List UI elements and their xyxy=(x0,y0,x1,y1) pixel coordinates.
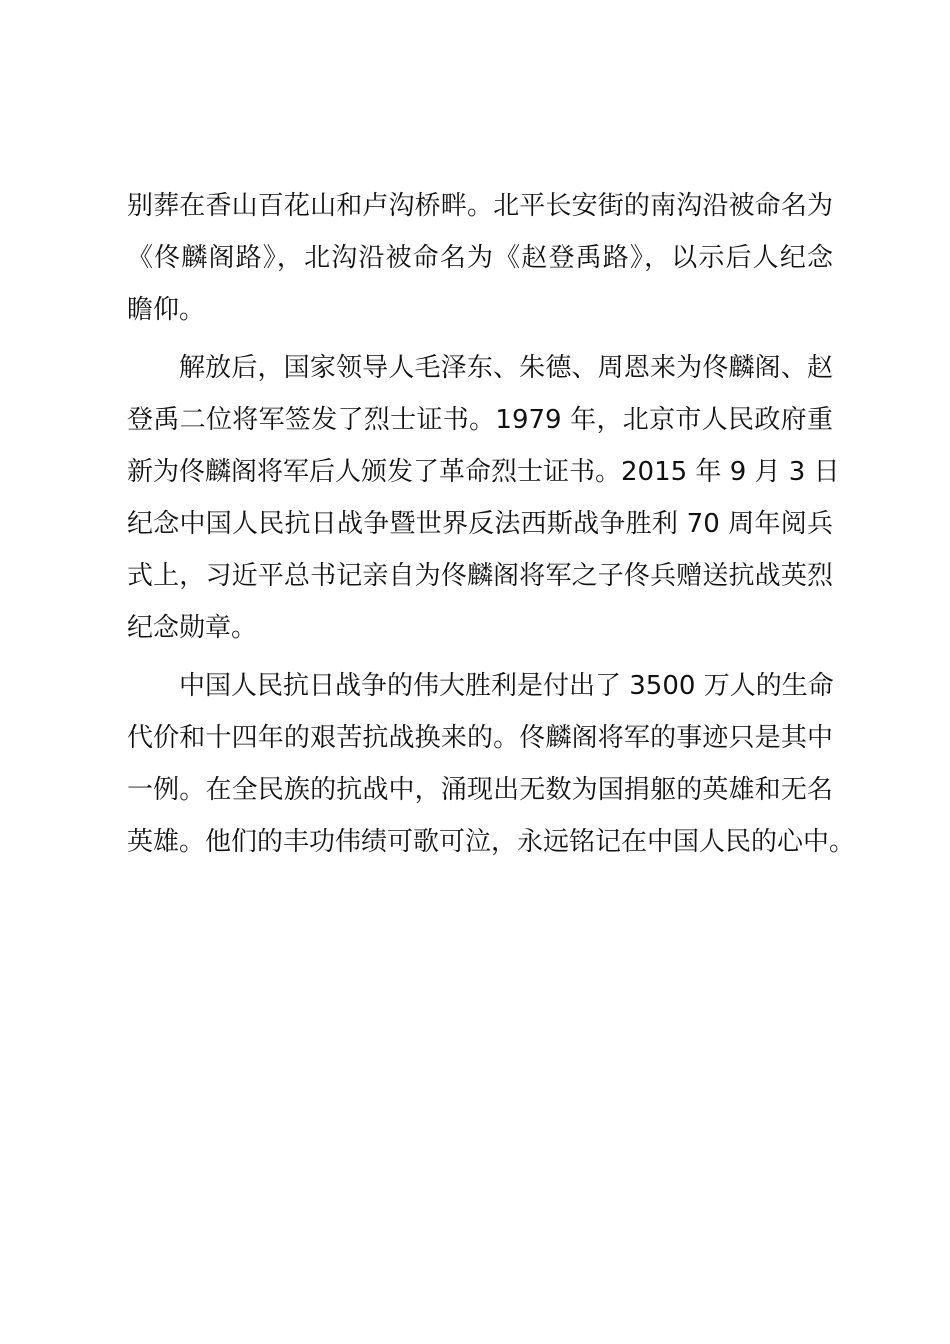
paragraph-victory-conclusion xyxy=(127,660,856,868)
text-line: 中国人民抗日战争的伟大胜利是付出了 3500 万人的生命 xyxy=(179,671,834,701)
text-line: 纪念中国人民抗日战争暨世界反法西斯战争胜利 70 周年阅兵 xyxy=(127,509,833,539)
text-line: 纪念勋章。 xyxy=(127,613,258,643)
text-line: 新为佟麟阁将军后人颁发了革命烈士证书。2015 年 9 月 3 日 xyxy=(127,457,840,487)
text-line: 《佟麟阁路》，北沟沿被命名为《赵登禹路》，以示后人纪念 xyxy=(127,243,833,273)
text-line: 英雄。他们的丰功伟绩可歌可泣，永远铭记在中国人民的心中。 xyxy=(127,827,856,857)
text-line: 代价和十四年的艰苦抗战换来的。佟麟阁将军的事迹只是其中 xyxy=(127,723,833,753)
text-line: 登禹二位将军签发了烈士证书。1979 年，北京市人民政府重 xyxy=(127,405,833,435)
text-line: 一例。在全民族的抗战中，涌现出无数为国捐躯的英雄和无名 xyxy=(127,775,833,805)
text-line: 解放后，国家领导人毛泽东、朱德、周恩来为佟麟阁、赵 xyxy=(179,353,833,383)
text-line: 别葬在香山百花山和卢沟桥畔。北平长安街的南沟沿被命名为 xyxy=(127,191,833,221)
text-line: 瞻仰。 xyxy=(127,295,206,325)
body-text xyxy=(127,180,856,868)
text-line: 式上，习近平总书记亲自为佟麟阁将军之子佟兵赠送抗战英烈 xyxy=(127,561,833,591)
paragraph-martyr-certificates xyxy=(127,342,840,654)
paragraph-burial-and-streets xyxy=(127,180,833,336)
